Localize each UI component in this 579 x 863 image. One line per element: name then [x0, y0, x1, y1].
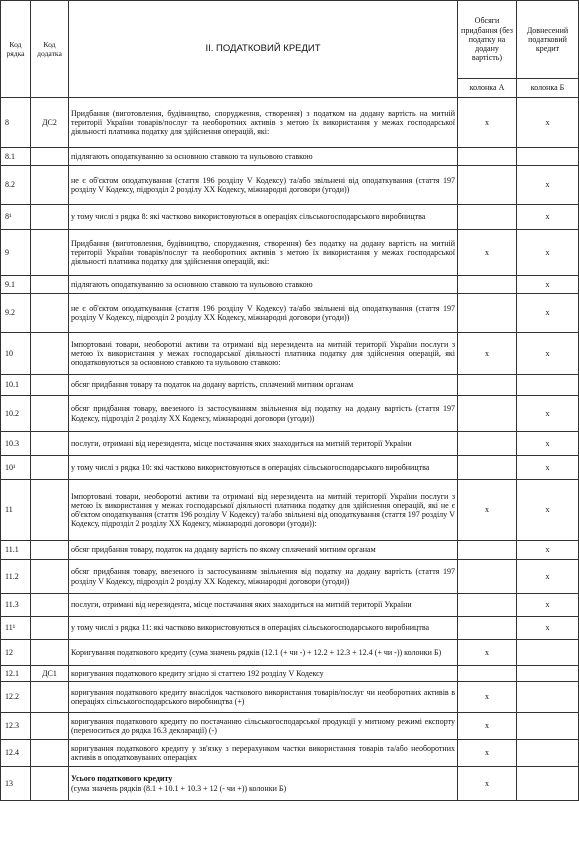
row-appendix-code — [31, 276, 69, 294]
table-row — [1, 480, 579, 541]
row-code: 11.3 — [1, 594, 31, 617]
row-col-b-value — [517, 740, 579, 767]
row-description: коригування податкового кредиту у зв'язку з перерахунком частки використання товарів та/або необоротних активів в оподатковуваних операціях — [69, 740, 458, 767]
row-col-a-value: x — [458, 98, 517, 148]
row-col-a-value: x — [458, 767, 517, 801]
row-appendix-code — [31, 617, 69, 640]
row-description: у тому числі з рядка 8: які частково використовуються в операціях сільськогосподарського виробництва — [69, 205, 458, 230]
row-col-b-value: x — [517, 166, 579, 205]
row-description: обсяг придбання товару, ввезеного із застосуванням звільнення від податку на додану вартість (стаття 197 розділу V Кодексу, підрозділ 2 розділу XX Кодексу, міжнародні договори (угоди)) — [69, 560, 458, 594]
row-appendix-code — [31, 480, 69, 541]
header-code-appendix: Код додатка — [31, 1, 69, 98]
row-code: 9.2 — [1, 294, 31, 333]
header-col-a: Обсяги придбання (без податку на додану вартість) — [458, 1, 517, 79]
table-row — [1, 740, 579, 767]
row-code: 12.1 — [1, 666, 31, 682]
row-col-a-value — [458, 594, 517, 617]
header-col-a-name: колонка А — [458, 79, 517, 98]
row-code: 10.1 — [1, 375, 31, 396]
table-row — [1, 333, 579, 375]
row-appendix-code — [31, 166, 69, 205]
table-row — [1, 666, 579, 682]
row-appendix-code: ДС1 — [31, 666, 69, 682]
row-col-b-value — [517, 640, 579, 666]
row-col-a-value — [458, 617, 517, 640]
table-row — [1, 541, 579, 560]
row-col-a-value: x — [458, 640, 517, 666]
row-appendix-code — [31, 560, 69, 594]
row-description: Придбання (виготовлення, будівництво, спорудження, створення) без податку на додану вартість на митній території України товарів/послуг та необоротних активів з метою їх використання у межах господарської діяльності платника податку для здійснення операцій, які: — [69, 230, 458, 276]
row-col-b-value: x — [517, 541, 579, 560]
row-appendix-code — [31, 230, 69, 276]
row-col-b-value: x — [517, 396, 579, 432]
row-col-a-value — [458, 541, 517, 560]
row-code: 9 — [1, 230, 31, 276]
table-row — [1, 432, 579, 456]
row-appendix-code — [31, 640, 69, 666]
row-appendix-code — [31, 205, 69, 230]
row-code: 12.3 — [1, 713, 31, 740]
row-description: у тому числі з рядка 10: які частково використовуються в операціях сільськогосподарського виробництва — [69, 456, 458, 480]
row-description: Імпортовані товари, необоротні активи та отримані від нерезидента на митній території України послуги з метою їх використання у межах господарської діяльності платника податку для здійснення операцій, які не є об'єктом оподаткування (стаття 196 розділу V Кодексу) та/або звільнені від оподаткування (стаття 197 розділу V Кодексу, підрозділ 2 розділу XX Кодексу, міжнародні договори (угоди)): — [69, 480, 458, 541]
row-col-a-value: x — [458, 713, 517, 740]
header-col-b-name: колонка Б — [517, 79, 579, 98]
row-description-text: (сума значень рядків (8.1 + 10.1 + 10.3 + 12 (- чи +)) колонки Б) — [71, 783, 287, 793]
table-row — [1, 148, 579, 166]
row-col-b-value: x — [517, 276, 579, 294]
row-appendix-code — [31, 713, 69, 740]
row-col-b-value: x — [517, 617, 579, 640]
row-description: підлягають оподаткуванню за основною ставкою та нульовою ставкою — [69, 276, 458, 294]
row-description: не є об'єктом оподаткування (стаття 196 розділу V Кодексу) та/або звільнені від оподаткування (стаття 197 розділу V Кодексу, підрозділ 2 розділу XX Кодексу, міжнародні договори (угоди)) — [69, 166, 458, 205]
row-col-a-value: x — [458, 682, 517, 713]
row-appendix-code — [31, 294, 69, 333]
table-row — [1, 594, 579, 617]
row-code: 8 — [1, 98, 31, 148]
row-appendix-code — [31, 767, 69, 801]
table-row — [1, 456, 579, 480]
row-appendix-code — [31, 456, 69, 480]
table-row — [1, 375, 579, 396]
row-code: 8.1 — [1, 148, 31, 166]
section-title: ІІ. ПОДАТКОВИЙ КРЕДИТ — [69, 1, 458, 98]
table-row — [1, 396, 579, 432]
table-row — [1, 205, 579, 230]
table-row — [1, 713, 579, 740]
row-description: обсяг придбання товару та податок на додану вартість, сплачений митним органам — [69, 375, 458, 396]
row-appendix-code — [31, 333, 69, 375]
row-code: 11 — [1, 480, 31, 541]
row-col-a-value — [458, 375, 517, 396]
row-description: Імпортовані товари, необоротні активи та отримані від нерезидента на митній території України послуги з метою їх використання у межах господарської діяльності платника податку для здійснення операцій, які оподатковуються за основною ставкою та нульовою ставкою: — [69, 333, 458, 375]
row-description: Коригування податкового кредиту (сума значень рядків (12.1 (+ чи -) + 12.2 + 12.3 + 12.4 (+ чи -)) колонки Б) — [69, 640, 458, 666]
row-col-a-value: x — [458, 333, 517, 375]
row-col-a-value — [458, 456, 517, 480]
row-appendix-code — [31, 432, 69, 456]
row-col-b-value: x — [517, 432, 579, 456]
row-description: послуги, отримані від нерезидента, місце постачання яких знаходиться на митній території України — [69, 594, 458, 617]
table-row — [1, 617, 579, 640]
row-code: 11.1 — [1, 541, 31, 560]
row-col-a-value — [458, 205, 517, 230]
row-col-b-value: x — [517, 205, 579, 230]
row-description: коригування податкового кредиту згідно зі статтею 192 розділу V Кодексу — [69, 666, 458, 682]
row-appendix-code — [31, 682, 69, 713]
row-code: 13 — [1, 767, 31, 801]
row-col-a-value — [458, 396, 517, 432]
row-col-b-value — [517, 148, 579, 166]
table-row — [1, 294, 579, 333]
row-col-b-value: x — [517, 294, 579, 333]
row-description: послуги, отримані від нерезидента, місце постачання яких знаходиться на митній території України — [69, 432, 458, 456]
row-code: 11.2 — [1, 560, 31, 594]
row-col-b-value: x — [517, 594, 579, 617]
table-row — [1, 276, 579, 294]
row-col-a-value — [458, 560, 517, 594]
table-row — [1, 682, 579, 713]
row-col-b-value — [517, 767, 579, 801]
row-code: 12.2 — [1, 682, 31, 713]
row-col-b-value: x — [517, 333, 579, 375]
row-col-a-value — [458, 166, 517, 205]
header-col-b: Довнесений податковий кредит — [517, 1, 579, 79]
row-description: Придбання (виготовлення, будівництво, спорудження, створення) з податком на додану вартість на митній території України товарів/послуг та необоротних активів з метою їх використання у межах господарської діяльності платника податку для здійснення операцій, які: — [69, 98, 458, 148]
row-appendix-code — [31, 148, 69, 166]
table-row — [1, 560, 579, 594]
row-appendix-code — [31, 396, 69, 432]
table-row — [1, 767, 579, 801]
row-description: не є об'єктом оподаткування (стаття 196 розділу V Кодексу) та/або звільнені від оподаткування (стаття 197 розділу V Кодексу, підрозділ 2 розділу XX Кодексу, міжнародні договори (угоди)) — [69, 294, 458, 333]
row-col-b-value: x — [517, 456, 579, 480]
row-code: 10 — [1, 333, 31, 375]
row-description-title: Усього податкового кредиту — [71, 774, 173, 784]
row-description: коригування податкового кредиту по постачанню сільськогосподарської продукції у митному режимі експорту (переноситься до рядка 16.3 декларації) (-) — [69, 713, 458, 740]
table-row — [1, 166, 579, 205]
row-col-a-value — [458, 294, 517, 333]
row-description: обсяг придбання товару, податок на додану вартість по якому сплачений митним органам — [69, 541, 458, 560]
row-appendix-code — [31, 541, 69, 560]
row-code: 8¹ — [1, 205, 31, 230]
row-code: 10.2 — [1, 396, 31, 432]
row-code: 8.2 — [1, 166, 31, 205]
row-code: 10.3 — [1, 432, 31, 456]
row-code: 11¹ — [1, 617, 31, 640]
row-col-a-value — [458, 276, 517, 294]
row-code: 10¹ — [1, 456, 31, 480]
row-col-b-value: x — [517, 98, 579, 148]
row-col-b-value — [517, 682, 579, 713]
row-col-a-value — [458, 432, 517, 456]
table-row — [1, 230, 579, 276]
row-col-a-value — [458, 148, 517, 166]
row-col-b-value: x — [517, 480, 579, 541]
row-code: 12.4 — [1, 740, 31, 767]
row-col-a-value — [458, 666, 517, 682]
row-col-a-value: x — [458, 480, 517, 541]
row-description: обсяг придбання товару, ввезеного із застосуванням звільнення від податку на додану вартість (стаття 197 Кодексу, підрозділ 2 розділу XX Кодексу, міжнародні договори (угоди)) — [69, 396, 458, 432]
header-code-row: Код рядка — [1, 1, 31, 98]
row-appendix-code: ДС2 — [31, 98, 69, 148]
row-col-b-value: x — [517, 560, 579, 594]
row-description: у тому числі з рядка 11: які частково використовуються в операціях сільськогосподарського виробництва — [69, 617, 458, 640]
row-appendix-code — [31, 594, 69, 617]
row-col-b-value — [517, 713, 579, 740]
row-col-a-value: x — [458, 740, 517, 767]
row-col-b-value: x — [517, 230, 579, 276]
table-row — [1, 640, 579, 666]
row-code: 9.1 — [1, 276, 31, 294]
row-description — [69, 767, 458, 801]
row-description: підлягають оподаткуванню за основною ставкою та нульовою ставкою — [69, 148, 458, 166]
table-row — [1, 98, 579, 148]
row-appendix-code — [31, 375, 69, 396]
row-col-b-value — [517, 375, 579, 396]
row-code: 12 — [1, 640, 31, 666]
row-col-a-value: x — [458, 230, 517, 276]
row-description: коригування податкового кредиту внаслідок часткового використання товарів/послуг чи необоротних активів в операціях сільськогосподарського виробництва (+) — [69, 682, 458, 713]
row-appendix-code — [31, 740, 69, 767]
row-col-b-value — [517, 666, 579, 682]
